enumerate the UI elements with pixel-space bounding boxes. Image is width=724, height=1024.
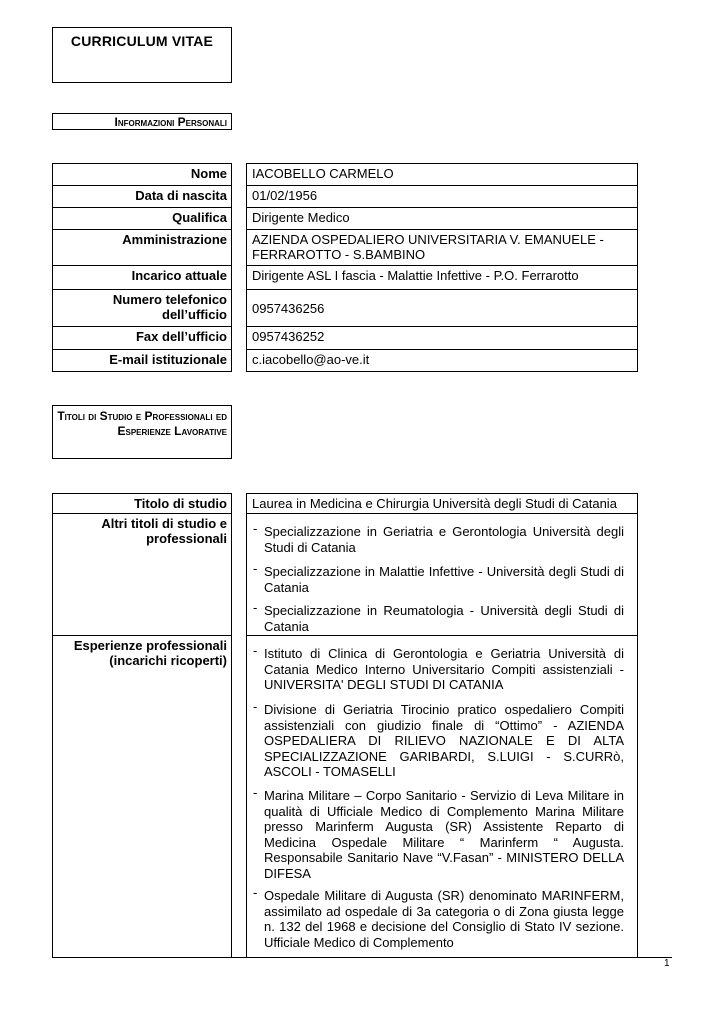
label-incarico: Incarico attuale xyxy=(52,265,232,290)
label-amministrazione: Amministrazione xyxy=(52,229,232,266)
dash-icon: - xyxy=(253,885,258,900)
page-number: 1 xyxy=(664,958,670,969)
label-email: E-mail istituzionale xyxy=(52,349,232,372)
page-title: CURRICULUM VITAE xyxy=(70,33,214,49)
title-box xyxy=(52,27,232,83)
section-personal-info xyxy=(52,113,232,130)
list-item: - Specializzazione in Malattie Infettive - Università degli Studi di Catania xyxy=(253,561,624,595)
section-studies xyxy=(52,405,232,459)
footer-divider xyxy=(52,957,672,958)
dash-icon: - xyxy=(253,699,258,714)
dash-icon: - xyxy=(253,521,258,536)
list-item: - Ospedale Militare di Augusta (SR) denominato MARINFERM, assimilato ad ospedale di 3a categoria o di Zona giusta legge n. 132 del 1968 e decisione del Consiglio di Stato IV sezione. Ufficiale Medico di Complemento xyxy=(253,885,624,950)
dash-icon: - xyxy=(253,785,258,800)
label-altri-titoli: Altri titoli di studio e professionali xyxy=(52,513,232,636)
value-telefono-text: 0957436256 xyxy=(252,300,325,316)
label-titolo-studio: Titolo di studio xyxy=(52,493,232,514)
dash-icon: - xyxy=(253,600,258,615)
section-studies-label: Titoli di Studio e Professionali ed Esperienze Lavorative xyxy=(57,409,227,438)
label-fax: Fax dell’ufficio xyxy=(52,326,232,350)
label-qualifica: Qualifica xyxy=(52,207,232,230)
section-personal-info-label: Informazioni Personali xyxy=(114,115,227,129)
value-nome: IACOBELLO CARMELO xyxy=(246,163,638,186)
value-qualifica: Dirigente Medico xyxy=(246,207,638,230)
value-titolo-studio: Laurea in Medicina e Chirurgia Università degli Studi di Catania xyxy=(246,493,638,514)
list-item: - Marina Militare – Corpo Sanitario - Servizio di Leva Militare in qualità di Ufficiale Medico di Complemento Marina Militare presso Marinferm Augusta (SR) Assistente Reparto di Medicina Ospedale Militare “ Marinferm “ Augusta. Responsabile Sanitario Nave “V.Fasan” - MINISTERO DELLA DIFESA xyxy=(253,785,624,881)
value-telefono xyxy=(246,289,638,327)
list-item: - Specializzazione in Reumatologia - Università degli Studi di Catania xyxy=(253,600,624,634)
label-nome: Nome xyxy=(52,163,232,186)
value-data-nascita: 01/02/1956 xyxy=(246,185,638,208)
dash-icon: - xyxy=(253,643,258,658)
list-item: - Specializzazione in Geriatria e Gerontologia Università degli Studi di Catania xyxy=(253,521,624,555)
value-amministrazione: AZIENDA OSPEDALIERO UNIVERSITARIA V. EMANUELE - FERRAROTTO - S.BAMBINO xyxy=(246,229,638,266)
altri-titoli-list xyxy=(246,513,638,636)
esperienze-list xyxy=(246,635,638,958)
list-item: - Istituto di Clinica di Gerontologia e Geriatria Università di Catania Medico Interno Universitario Compiti assistenziali - UNIVERSITA' DEGLI STUDI DI CATANIA xyxy=(253,643,624,693)
list-item: - Divisione di Geriatria Tirocinio pratico ospedaliero Compiti assistenziali con giudizio finale di “Ottimo” - AZIENDA OSPEDALIERA DI RILIEVO NAZIONALE E DI ALTA SPECIALIZZAZIONE GARIBARDI, S.LUIGI - S.CURRò, ASCOLI - TOMASELLI xyxy=(253,699,624,780)
value-email: c.iacobello@ao-ve.it xyxy=(246,349,638,372)
label-telefono: Numero telefonico dell’ufficio xyxy=(52,289,232,327)
label-esperienze: Esperienze professionali (incarichi ricoperti) xyxy=(52,635,232,958)
value-incarico: Dirigente ASL I fascia - Malattie Infettive - P.O. Ferrarotto xyxy=(246,265,638,290)
label-data-nascita: Data di nascita xyxy=(52,185,232,208)
dash-icon: - xyxy=(253,561,258,576)
value-fax: 0957436252 xyxy=(246,326,638,350)
